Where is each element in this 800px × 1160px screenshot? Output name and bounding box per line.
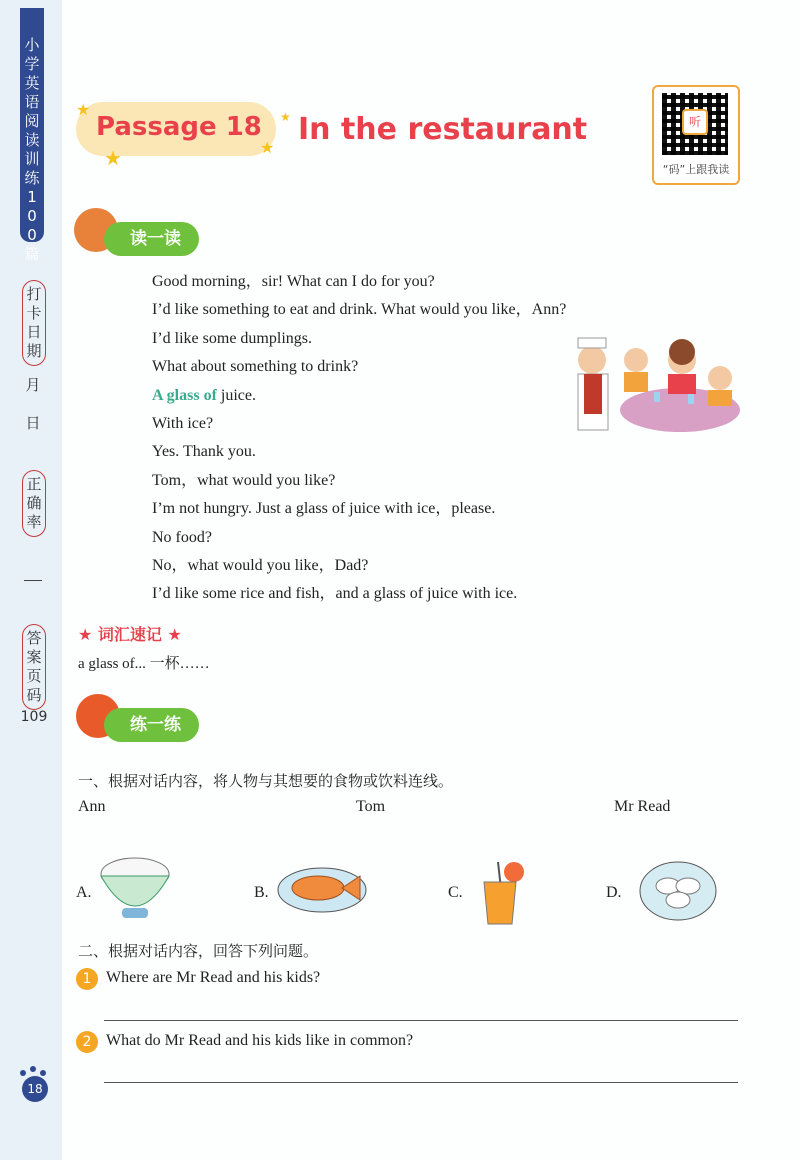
dialogue-text: With ice? [152,415,214,432]
month-label: 月 [25,376,41,394]
name-mr-read[interactable]: Mr Read [614,798,671,815]
option-c-label: C. [448,884,463,901]
question-1: Where are Mr Read and his kids? [106,969,321,986]
option-d-label: D. [606,884,622,901]
star-icon: ★ [104,148,122,170]
vocab-entry: a glass of... 一杯…… [78,656,210,672]
page-number: 18 [22,1076,48,1102]
dialogue-text: Tom，what would you like? [152,471,336,489]
part2-instruction: 二、根据对话内容，回答下列问题。 [78,942,319,960]
sidebar [0,0,62,1160]
star-icon: ★ [280,110,291,124]
practice-section-badge: 练一练 [104,708,199,742]
divider [24,580,42,581]
paw-dot [40,1070,46,1076]
fish-dish-icon[interactable] [276,860,368,916]
option-b-label: B. [254,884,269,901]
answer-page-number: 109 [20,709,48,725]
dialogue-text: What about something to drink? [152,358,359,376]
page-title: In the restaurant [298,112,588,147]
passage-number: Passage 18 [96,112,262,142]
dumplings-plate-icon[interactable] [638,860,718,922]
dialogue-text: No food? [152,528,212,546]
series-tab [20,8,44,263]
paw-dot [30,1066,36,1072]
star-icon: ★ [260,140,275,157]
answer-line-2[interactable] [104,1082,738,1083]
rice-bowl-icon[interactable] [98,852,172,922]
vocab-heading: ★ 词汇速记 ★ [78,625,182,644]
day-label: 日 [25,414,41,432]
dialogue-text: Yes. Thank you. [152,443,256,461]
read-section-badge: 读一读 [104,222,199,256]
dialogue-text: No，what would you like，Dad? [152,557,369,574]
name-ann[interactable]: Ann [78,798,106,815]
dialogue-text: I’m not hungry. Just a glass of juice with ice，please. [152,500,496,518]
juice-glass-icon[interactable] [476,858,528,928]
dialogue-text-rest: juice. [216,386,256,404]
answer-page-text: 答案页码 [26,629,42,704]
dialogue-text: I’d like something to eat and drink. What would you like，Ann? [152,301,567,319]
dialogue-text: I’d like some dumplings. [152,329,312,347]
listen-icon: 听 [682,109,708,135]
accuracy-label [22,470,46,537]
checkin-label [22,280,46,366]
dialogue-text: Good morning，sir! What can I do for you? [152,273,435,290]
paw-dot [20,1070,26,1076]
qr-code[interactable] [652,85,740,185]
question-number-1: 1 [76,968,98,990]
checkin-text: 打卡日期 [26,285,42,360]
question-2: What do Mr Read and his kids like in common? [106,1032,414,1049]
answer-line-1[interactable] [104,1020,738,1021]
star-icon: ★ [76,102,91,119]
highlighted-phrase: A glass of [152,386,217,404]
restaurant-illustration [570,330,740,434]
name-tom[interactable]: Tom [356,798,386,815]
answer-page-label [22,624,46,710]
part1-instruction: 一、根据对话内容，将人物与其想要的食物或饮料连线。 [78,772,454,790]
question-number-2: 2 [76,1031,98,1053]
accuracy-text: 正确率 [26,475,42,531]
series-title: 小学英语阅读训练100篇 [24,36,40,263]
dialogue-text [152,386,256,406]
dialogue-text: I’d like some rice and fish，and a glass of juice with ice. [152,585,518,603]
option-a-label: A. [76,884,92,901]
qr-label: “码”上跟我读 [662,163,730,176]
